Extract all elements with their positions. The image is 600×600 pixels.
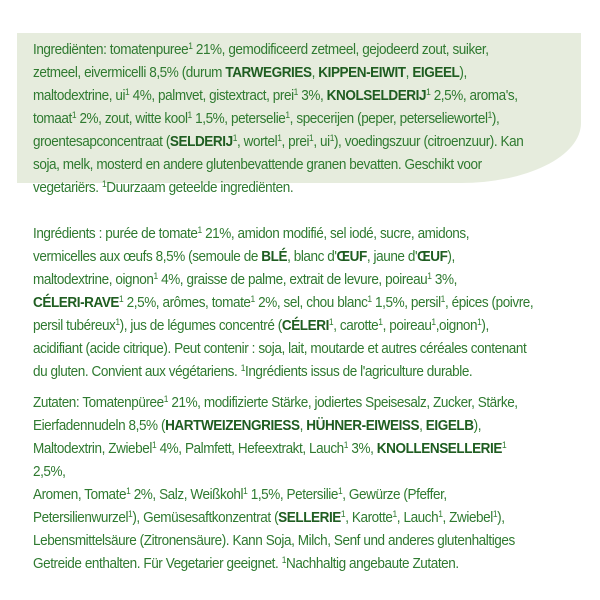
allergen-text: ŒUF (417, 249, 448, 265)
footnote-marker: 1 (243, 486, 248, 496)
allergen-text: TARWEGRIES (225, 65, 312, 81)
allergen-text: BLÉ (261, 249, 288, 265)
ingredient-line (33, 533, 515, 549)
footnote-marker: 1 (487, 110, 492, 120)
ingredient-text: , ui (313, 134, 330, 150)
ingredient-text: , (419, 418, 426, 434)
ingredient-line (33, 111, 499, 127)
ingredient-line (33, 510, 505, 526)
ingredient-text: acidifiant (acide citrique). Peut contenir : soja, lait, moutarde et autres céréales contenant (33, 341, 527, 357)
footnote-marker: 1 (337, 486, 343, 496)
allergen-text: SELDERIJ (169, 134, 233, 150)
ingredient-text: tomaat (33, 111, 72, 127)
allergen-text: EIGELB (425, 418, 474, 434)
ingredient-text: , blanc d' (287, 249, 337, 265)
allergen-text: HÜHNER-EIWEISS (306, 418, 420, 434)
ingredient-line (33, 295, 533, 311)
ingredient-text: Maltodextrin, Zwiebel (33, 441, 152, 457)
ingredient-text: Lebensmittelsäure (Zitronensäure). Kann Soja, Milch, Senf und anderes glutenhaltiges (33, 533, 515, 549)
ingredient-text: vegetariërs. (33, 180, 102, 196)
ingredient-text: 1,5%, peterselie (191, 111, 286, 127)
ingredient-line (33, 364, 472, 380)
allergen-text: KIPPEN-EIWIT (318, 65, 406, 81)
footnote-marker: 1 (125, 87, 130, 97)
ingredient-line (33, 272, 457, 288)
ingredient-line (33, 318, 489, 334)
ingredient-text: 2,5%, aroma's, (430, 88, 518, 104)
footnote-marker: 1 (277, 133, 282, 143)
footnote-marker: 1 (438, 509, 443, 519)
footnote-marker: 1 (101, 179, 107, 189)
allergen-text: SELLERIE (278, 510, 341, 526)
ingredient-line (33, 418, 481, 434)
ingredient-text: ), (473, 418, 482, 434)
ingredient-text: ), jus de légumes concentré ( (119, 318, 282, 334)
allergen-text: CÉLERI (281, 318, 329, 334)
ingredient-line (33, 249, 455, 265)
ingredient-text: , épices (poivre, (444, 295, 534, 311)
ingredient-line (33, 134, 523, 150)
ingredient-text: Ingrédients issus de l'agriculture durable. (244, 364, 473, 380)
ingredient-text: Petersilienwurzel (33, 510, 129, 526)
ingredient-text: 1,5%, persil (371, 295, 441, 311)
footnote-marker: 1 (285, 110, 290, 120)
ingredient-line (33, 441, 506, 480)
ingredients-dutch (33, 39, 541, 200)
ingredient-text: groentesapconcentraat ( (33, 134, 170, 150)
ingredient-text: 2%, sel, chou blanc (254, 295, 368, 311)
footnote-marker: 1 (343, 440, 349, 450)
ingredient-text: 4%, Palmfett, Hefeextrakt, Lauch (156, 441, 344, 457)
ingredient-text: ), voedingszuur (citroenzuur). Kan (333, 134, 524, 150)
footnote-marker: 1 (293, 87, 298, 97)
footnote-marker: 1 (187, 110, 192, 120)
ingredient-text: 21%, gemodificeerd zetmeel, gejodeerd zout, suiker, (192, 42, 489, 58)
ingredient-line (33, 487, 447, 503)
footnote-marker: 1 (126, 486, 131, 496)
footnote-marker: 1 (492, 509, 498, 519)
ingredient-text: Ingrédients : purée de tomate (33, 226, 198, 242)
footnote-marker: 1 (392, 509, 397, 519)
ingredient-text: 2%, zout, witte kool (76, 111, 188, 127)
ingredient-text: , Zwiebel (442, 510, 493, 526)
ingredient-line (33, 180, 293, 196)
ingredient-line (33, 42, 489, 58)
footnote-marker: 1 (151, 440, 157, 450)
allergen-text: CÉLERI-RAVE (33, 295, 120, 311)
footnote-marker: 1 (119, 294, 124, 304)
ingredient-text: 3%, (431, 272, 457, 288)
footnote-marker: 1 (340, 509, 346, 519)
ingredient-text: 21%, modifizierte Stärke, jodiertes Speisesalz, Zucker, Stärke, (168, 395, 518, 411)
ingredient-text: soja, melk, mosterd en andere glutenbevattende granen bevatten. Geschikt voor (33, 157, 482, 173)
ingredient-text: 21%, amidon modifié, sel iodé, sucre, amidons, (201, 226, 470, 242)
allergen-text: KNOLSELDERIJ (326, 88, 427, 104)
footnote-marker: 1 (309, 133, 314, 143)
footnote-marker: 1 (426, 87, 431, 97)
footnote-marker: 1 (378, 317, 383, 327)
ingredient-text: , (311, 65, 319, 81)
ingredient-text: 4%, graisse de palme, extrait de levure, poireau (157, 272, 428, 288)
ingredient-text: ), (459, 65, 467, 81)
ingredient-text: Aromen, Tomate (33, 487, 127, 503)
ingredient-text: Eierfadennudeln 8,5% ( (33, 418, 166, 434)
allergen-text: KNOLLENSELLERIE (376, 441, 502, 457)
ingredient-text: vermicelles aux œufs 8,5% (semoule de (33, 249, 262, 265)
ingredient-text: , specerijen (peper, peterseliewortel (289, 111, 488, 127)
footnote-marker: 1 (281, 555, 286, 565)
footnote-marker: 1 (128, 509, 133, 519)
ingredient-text: , (299, 418, 307, 434)
ingredient-text: ,oignon (435, 318, 478, 334)
ingredients-french (33, 223, 541, 384)
footnote-marker: 1 (501, 440, 507, 450)
footnote-marker: 1 (240, 363, 245, 373)
ingredient-text: ), Gemüsesaftkonzentrat ( (132, 510, 279, 526)
ingredient-text: maltodextrine, oignon (33, 272, 154, 288)
ingredients-label (17, 33, 581, 573)
ingredient-text: ), (447, 249, 455, 265)
ingredient-text: maltodextrine, ui (33, 88, 126, 104)
footnote-marker: 1 (197, 225, 202, 235)
footnote-marker: 1 (115, 317, 120, 327)
ingredient-text: Getreide enthalten. Für Vegetarier geeignet. (33, 556, 282, 572)
footnote-marker: 1 (71, 110, 77, 120)
ingredient-text: persil tubéreux (33, 318, 116, 334)
ingredient-text: 2%, Salz, Weißkohl (130, 487, 244, 503)
ingredient-text: , (405, 65, 413, 81)
footnote-marker: 1 (188, 41, 193, 51)
ingredient-text: , jaune d' (366, 249, 418, 265)
ingredient-text: Zutaten: Tomatenpüree (33, 395, 164, 411)
ingredient-text: 3%, (348, 441, 377, 457)
ingredient-text: 4%, palmvet, gistextract, prei (129, 88, 294, 104)
ingredient-text: zetmeel, eivermicelli 8,5% (durum (33, 65, 226, 81)
allergen-text: HARTWEIZENGRIESS (165, 418, 300, 434)
footnote-marker: 1 (440, 294, 445, 304)
footnote-marker: 1 (328, 317, 334, 327)
ingredient-text: , poireau (382, 318, 432, 334)
ingredient-text: 2,5%, arômes, tomate (123, 295, 251, 311)
footnote-marker: 1 (477, 317, 482, 327)
ingredient-text: Ingrediënten: tomatenpuree (33, 42, 189, 58)
footnote-marker: 1 (431, 317, 436, 327)
footnote-marker: 1 (329, 133, 334, 143)
ingredient-line (33, 556, 459, 572)
ingredient-line (33, 65, 467, 81)
ingredient-text: , Gewürze (Pfeffer, (342, 487, 447, 503)
ingredient-text: Nachhaltig angebaute Zutaten. (285, 556, 459, 572)
ingredient-text: du gluten. Convient aux végétariens. (33, 364, 241, 380)
ingredient-text: , Karotte (345, 510, 393, 526)
ingredient-text: 2,5%, (33, 464, 66, 480)
ingredient-line (33, 226, 469, 242)
footnote-marker: 1 (250, 294, 255, 304)
footnote-marker: 1 (163, 394, 169, 404)
ingredient-text: 1,5%, Petersilie (247, 487, 338, 503)
ingredient-text: , wortel (236, 134, 278, 150)
footnote-marker: 1 (367, 294, 372, 304)
footnote-marker: 1 (153, 271, 158, 281)
ingredient-line (33, 157, 482, 173)
ingredient-text: ), (491, 111, 500, 127)
allergen-text: ŒUF (336, 249, 367, 265)
footnote-marker: 1 (232, 133, 237, 143)
ingredient-text: , Lauch (396, 510, 439, 526)
ingredient-line (33, 341, 526, 357)
allergen-text: EIGEEL (412, 65, 460, 81)
ingredient-text: ), (481, 318, 489, 334)
ingredient-line (33, 395, 518, 411)
ingredient-text: , carotte (333, 318, 379, 334)
ingredient-text: Duurzaam geteelde ingrediënten. (106, 180, 294, 196)
ingredient-text: 3%, (297, 88, 327, 104)
ingredient-text: ), (497, 510, 505, 526)
ingredient-line (33, 88, 518, 104)
ingredients-german (33, 392, 541, 573)
footnote-marker: 1 (427, 271, 432, 281)
ingredient-text: , prei (281, 134, 310, 150)
